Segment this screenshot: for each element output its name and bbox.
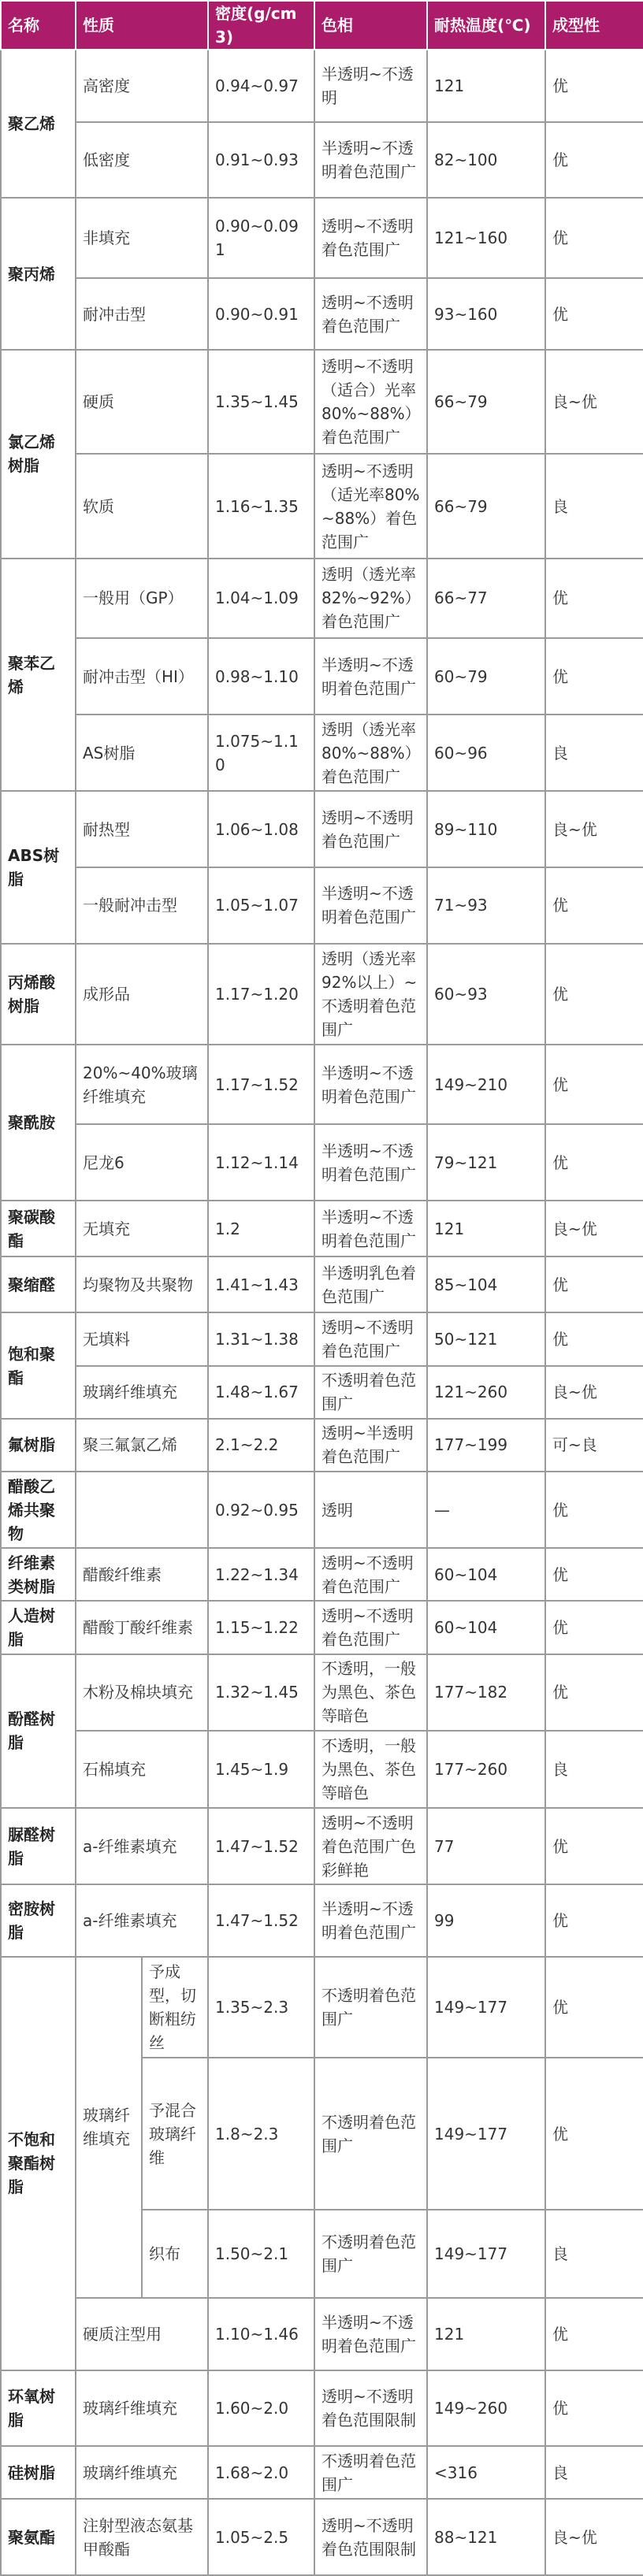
table-row <box>1 559 643 639</box>
moldability-cell: 可~良 <box>545 1419 643 1472</box>
heat-resistance-cell: 66~79 <box>427 350 545 454</box>
material-name-cell: 不饱和聚酯树脂 <box>1 1957 76 2370</box>
density-cell: 1.45~1.9 <box>208 1731 314 1808</box>
heat-resistance-cell: 50~121 <box>427 1312 545 1365</box>
density-cell: 0.92~0.95 <box>208 1472 314 1549</box>
property-cell: AS树脂 <box>76 715 208 792</box>
density-cell: 1.075~1.10 <box>208 715 314 792</box>
moldability-cell: 优 <box>545 638 643 715</box>
property-cell: a-纤维素填充 <box>76 1808 208 1885</box>
table-row <box>1 1366 643 1419</box>
density-cell: 1.15~1.22 <box>208 1601 314 1654</box>
color-cell: 透明~不透明着色范围广 <box>314 278 427 351</box>
table-row <box>1 1312 643 1365</box>
property-cell: 石棉填充 <box>76 1731 208 1808</box>
table-row <box>1 122 643 199</box>
material-name-cell: 脲醛树脂 <box>1 1808 76 1885</box>
property-cell: 均聚物及共聚物 <box>76 1256 208 1312</box>
property-cell: 无填充 <box>76 1201 208 1256</box>
moldability-cell: 优 <box>545 278 643 351</box>
moldability-cell: 优 <box>545 1808 643 1885</box>
moldability-cell: 优 <box>545 1884 643 1957</box>
density-cell: 1.41~1.43 <box>208 1256 314 1312</box>
density-cell: 0.94~0.97 <box>208 50 314 122</box>
table-row <box>1 867 643 944</box>
density-cell: 1.32~1.45 <box>208 1654 314 1732</box>
color-cell: 不透明着色范围广 <box>314 1957 427 2058</box>
density-cell: 1.17~1.52 <box>208 1045 314 1125</box>
heat-resistance-cell: <316 <box>427 2446 545 2499</box>
heat-resistance-cell: 93~160 <box>427 278 545 351</box>
color-cell: 透明（透光率82%~92%）着色范围广 <box>314 559 427 639</box>
heat-resistance-cell: 149~177 <box>427 1957 545 2058</box>
heat-resistance-cell: 149~210 <box>427 1045 545 1125</box>
property-cell: 醋酸纤维素 <box>76 1548 208 1601</box>
table-row <box>1 944 643 1045</box>
color-cell: 透明~不透明着色范围广 <box>314 1601 427 1654</box>
moldability-cell: 优 <box>545 1601 643 1654</box>
moldability-cell: 优 <box>545 1472 643 1549</box>
table-row <box>1 638 643 715</box>
moldability-cell: 优 <box>545 1124 643 1201</box>
heat-resistance-cell: 88~121 <box>427 2499 545 2575</box>
table-row <box>1 198 643 278</box>
material-name-cell: 饱和聚酯 <box>1 1312 76 1418</box>
color-cell: 透明（透光率92%以上）~不透明着色范围广 <box>314 944 427 1045</box>
moldability-cell: 优 <box>545 559 643 639</box>
table-row <box>1 2298 643 2370</box>
color-cell: 半透明~不透明着色范围广 <box>314 1201 427 1256</box>
color-cell: 不透明，一般为黑色、茶色等暗色 <box>314 1731 427 1808</box>
density-cell: 1.10~1.46 <box>208 2298 314 2370</box>
moldability-cell: 良 <box>545 454 643 558</box>
heat-resistance-cell: 60~93 <box>427 944 545 1045</box>
table-row <box>1 2370 643 2447</box>
density-cell: 1.60~2.0 <box>208 2370 314 2447</box>
material-name-cell: 氯乙烯树脂 <box>1 350 76 558</box>
heat-resistance-cell: 77 <box>427 1808 545 1885</box>
property-cell: 20%~40%玻璃纤维填充 <box>76 1045 208 1125</box>
property-cell: 成形品 <box>76 944 208 1045</box>
color-cell: 透明~不透明着色范围广 <box>314 1312 427 1365</box>
color-cell: 半透明~不透明 <box>314 50 427 122</box>
color-cell: 半透明~不透明着色范围广 <box>314 867 427 944</box>
color-cell: 半透明~不透明着色范围广 <box>314 2298 427 2370</box>
header-cell: 耐热温度(℃) <box>427 1 545 50</box>
table-row <box>1 1045 643 1125</box>
table-row <box>1 454 643 558</box>
property-cell: 聚三氟氯乙烯 <box>76 1419 208 1472</box>
heat-resistance-cell: 149~177 <box>427 2210 545 2298</box>
material-name-cell: 聚酰胺 <box>1 1045 76 1201</box>
moldability-cell: 优 <box>545 122 643 199</box>
moldability-cell: 良~优 <box>545 2499 643 2575</box>
moldability-cell: 优 <box>545 1045 643 1125</box>
moldability-cell: 优 <box>545 944 643 1045</box>
property-cell: 玻璃纤维填充 <box>76 1957 142 2298</box>
heat-resistance-cell: 121 <box>427 50 545 122</box>
color-cell: 透明~不透明着色范围广 <box>314 198 427 278</box>
material-name-cell: 环氧树脂 <box>1 2370 76 2447</box>
heat-resistance-cell: 121~160 <box>427 198 545 278</box>
moldability-cell: 良~优 <box>545 791 643 867</box>
subproperty-cell: 予成型，切断粗纺丝 <box>142 1957 208 2058</box>
header-row <box>1 1 643 50</box>
property-cell: 尼龙6 <box>76 1124 208 1201</box>
material-name-cell: 硅树脂 <box>1 2446 76 2499</box>
material-name-cell: 聚氨酯 <box>1 2499 76 2575</box>
heat-resistance-cell: 71~93 <box>427 867 545 944</box>
property-cell: 耐冲击型（HI） <box>76 638 208 715</box>
heat-resistance-cell: 121~260 <box>427 1366 545 1419</box>
moldability-cell: 优 <box>545 2058 643 2210</box>
moldability-cell: 优 <box>545 198 643 278</box>
heat-resistance-cell: 60~104 <box>427 1548 545 1601</box>
heat-resistance-cell: 79~121 <box>427 1124 545 1201</box>
property-cell: 硬质注型用 <box>76 2298 208 2370</box>
density-cell: 1.35~2.3 <box>208 1957 314 2058</box>
density-cell: 1.31~1.38 <box>208 1312 314 1365</box>
header-cell: 性质 <box>76 1 208 50</box>
property-cell: 玻璃纤维填充 <box>76 2370 208 2447</box>
material-name-cell: 聚苯乙烯 <box>1 559 76 792</box>
moldability-cell: 优 <box>545 1548 643 1601</box>
moldability-cell: 良 <box>545 715 643 792</box>
property-cell: 一般耐冲击型 <box>76 867 208 944</box>
table-row <box>1 1957 643 2058</box>
material-name-cell: 聚缩醛 <box>1 1256 76 1312</box>
material-name-cell: 醋酸乙烯共聚物 <box>1 1472 76 1549</box>
table-row <box>1 350 643 454</box>
table-row <box>1 1256 643 1312</box>
color-cell: 透明~不透明着色范围广色彩鲜艳 <box>314 1808 427 1885</box>
property-cell: 玻璃纤维填充 <box>76 1366 208 1419</box>
heat-resistance-cell: 121 <box>427 2298 545 2370</box>
material-name-cell: 纤维素类树脂 <box>1 1548 76 1601</box>
color-cell: 不透明，一般为黑色、茶色等暗色 <box>314 1654 427 1732</box>
table-row <box>1 278 643 351</box>
table-row <box>1 2499 643 2575</box>
material-name-cell: 丙烯酸树脂 <box>1 944 76 1045</box>
material-name-cell: 氟树脂 <box>1 1419 76 1472</box>
table-row <box>1 1601 643 1654</box>
density-cell: 1.50~2.1 <box>208 2210 314 2298</box>
material-name-cell: ABS树脂 <box>1 791 76 943</box>
material-name-cell: 聚丙烯 <box>1 198 76 350</box>
color-cell: 透明~不透明着色范围广 <box>314 1548 427 1601</box>
property-cell: 玻璃纤维填充 <box>76 2446 208 2499</box>
moldability-cell: 优 <box>545 1256 643 1312</box>
heat-resistance-cell: 66~79 <box>427 454 545 558</box>
density-cell: 1.12~1.14 <box>208 1124 314 1201</box>
moldability-cell: 优 <box>545 1654 643 1732</box>
heat-resistance-cell: 89~110 <box>427 791 545 867</box>
heat-resistance-cell: 85~104 <box>427 1256 545 1312</box>
color-cell: 半透明~不透明着色范围广 <box>314 638 427 715</box>
color-cell: 半透明乳色着色范围广 <box>314 1256 427 1312</box>
density-cell: 1.04~1.09 <box>208 559 314 639</box>
moldability-cell: 优 <box>545 2370 643 2447</box>
color-cell: 半透明~不透明着色范围广 <box>314 1884 427 1957</box>
density-cell: 1.35~1.45 <box>208 350 314 454</box>
density-cell: 1.17~1.20 <box>208 944 314 1045</box>
property-cell: 非填充 <box>76 198 208 278</box>
moldability-cell: 良~优 <box>545 1366 643 1419</box>
density-cell: 1.8~2.3 <box>208 2058 314 2210</box>
density-cell: 0.90~0.091 <box>208 198 314 278</box>
heat-resistance-cell: 177~182 <box>427 1654 545 1732</box>
property-cell <box>76 1472 208 1549</box>
table-row <box>1 791 643 867</box>
color-cell: 透明~不透明（适光率80%~88%）着色范围广 <box>314 454 427 558</box>
material-name-cell: 密胺树脂 <box>1 1884 76 1957</box>
density-cell: 1.2 <box>208 1201 314 1256</box>
heat-resistance-cell: 177~260 <box>427 1731 545 1808</box>
density-cell: 1.16~1.35 <box>208 454 314 558</box>
color-cell: 不透明着色范围广 <box>314 2058 427 2210</box>
table-row <box>1 1654 643 1732</box>
moldability-cell: 优 <box>545 867 643 944</box>
heat-resistance-cell: — <box>427 1472 545 1549</box>
color-cell: 透明 <box>314 1472 427 1549</box>
density-cell: 1.22~1.34 <box>208 1548 314 1601</box>
property-cell: 低密度 <box>76 122 208 199</box>
moldability-cell: 良~优 <box>545 350 643 454</box>
table-row <box>1 1419 643 1472</box>
subproperty-cell: 织布 <box>142 2210 208 2298</box>
moldability-cell: 优 <box>545 1957 643 2058</box>
density-cell: 2.1~2.2 <box>208 1419 314 1472</box>
color-cell: 透明（透光率80%~88%）着色范围广 <box>314 715 427 792</box>
table-row <box>1 1201 643 1256</box>
moldability-cell: 优 <box>545 1312 643 1365</box>
heat-resistance-cell: 60~96 <box>427 715 545 792</box>
header-cell: 名称 <box>1 1 76 50</box>
density-cell: 0.90~0.91 <box>208 278 314 351</box>
table-row <box>1 1808 643 1885</box>
moldability-cell: 良~优 <box>545 1201 643 1256</box>
density-cell: 1.47~1.52 <box>208 1884 314 1957</box>
table-row <box>1 715 643 792</box>
density-cell: 1.06~1.08 <box>208 791 314 867</box>
property-cell: 耐热型 <box>76 791 208 867</box>
heat-resistance-cell: 82~100 <box>427 122 545 199</box>
heat-resistance-cell: 99 <box>427 1884 545 1957</box>
table-row <box>1 1472 643 1549</box>
property-cell: 无填料 <box>76 1312 208 1365</box>
moldability-cell: 优 <box>545 2298 643 2370</box>
header-cell: 成型性 <box>545 1 643 50</box>
color-cell: 不透明着色范围广 <box>314 2210 427 2298</box>
color-cell: 不透明着色范围广 <box>314 1366 427 1419</box>
density-cell: 0.91~0.93 <box>208 122 314 199</box>
density-cell: 1.05~2.5 <box>208 2499 314 2575</box>
density-cell: 1.05~1.07 <box>208 867 314 944</box>
material-name-cell: 聚碳酸酯 <box>1 1201 76 1256</box>
color-cell: 半透明~不透明着色范围广 <box>314 1124 427 1201</box>
table-body <box>1 50 643 2575</box>
color-cell: 透明~不透明着色范围限制 <box>314 2499 427 2575</box>
color-cell: 半透明~不透明着色范围广 <box>314 1045 427 1125</box>
heat-resistance-cell: 121 <box>427 1201 545 1256</box>
heat-resistance-cell: 60~104 <box>427 1601 545 1654</box>
table-row <box>1 1731 643 1808</box>
property-cell: 软质 <box>76 454 208 558</box>
color-cell: 透明~不透明着色范围限制 <box>314 2370 427 2447</box>
property-cell: 醋酸丁酸纤维素 <box>76 1601 208 1654</box>
moldability-cell: 良 <box>545 2446 643 2499</box>
moldability-cell: 良 <box>545 2210 643 2298</box>
color-cell: 透明~半透明着色范围广 <box>314 1419 427 1472</box>
moldability-cell: 良 <box>545 1731 643 1808</box>
density-cell: 1.47~1.52 <box>208 1808 314 1885</box>
table-row <box>1 1124 643 1201</box>
property-cell: a-纤维素填充 <box>76 1884 208 1957</box>
material-name-cell: 聚乙烯 <box>1 50 76 198</box>
property-cell: 木粉及棉块填充 <box>76 1654 208 1732</box>
heat-resistance-cell: 149~260 <box>427 2370 545 2447</box>
property-cell: 耐冲击型 <box>76 278 208 351</box>
heat-resistance-cell: 149~177 <box>427 2058 545 2210</box>
property-cell: 注射型液态氨基甲酸酯 <box>76 2499 208 2575</box>
header-cell: 色相 <box>314 1 427 50</box>
subproperty-cell: 予混合玻璃纤维 <box>142 2058 208 2210</box>
table-row <box>1 1548 643 1601</box>
density-cell: 0.98~1.10 <box>208 638 314 715</box>
color-cell: 透明~不透明着色范围广 <box>314 791 427 867</box>
density-cell: 1.48~1.67 <box>208 1366 314 1419</box>
color-cell: 半透明~不透明着色范围广 <box>314 122 427 199</box>
table-row <box>1 50 643 122</box>
header-cell: 密度(g/cm3) <box>208 1 314 50</box>
moldability-cell: 优 <box>545 50 643 122</box>
property-cell: 高密度 <box>76 50 208 122</box>
color-cell: 透明~不透明（适合）光率80%~88%）着色范围广 <box>314 350 427 454</box>
material-name-cell: 人造树脂 <box>1 1601 76 1654</box>
heat-resistance-cell: 66~77 <box>427 559 545 639</box>
table-row <box>1 2446 643 2499</box>
property-cell: 一般用（GP） <box>76 559 208 639</box>
heat-resistance-cell: 60~79 <box>427 638 545 715</box>
density-cell: 1.68~2.0 <box>208 2446 314 2499</box>
material-name-cell: 酚醛树脂 <box>1 1654 76 1808</box>
property-cell: 硬质 <box>76 350 208 454</box>
heat-resistance-cell: 177~199 <box>427 1419 545 1472</box>
table-row <box>1 1884 643 1957</box>
color-cell: 不透明着色范围广 <box>314 2446 427 2499</box>
